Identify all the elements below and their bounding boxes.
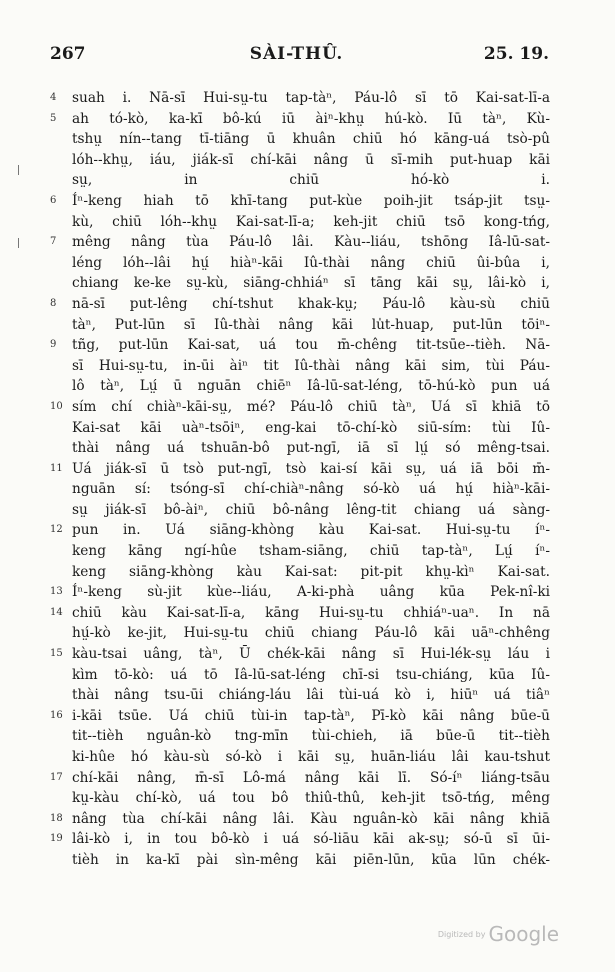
verse-number: 11: [50, 462, 63, 474]
text-line: [50, 170, 550, 191]
verse-number: 13: [50, 586, 63, 598]
text-line: [50, 768, 550, 789]
text-line: [50, 356, 550, 377]
text-line: [50, 459, 550, 480]
page-header: [44, 44, 549, 68]
verse-number: 14: [50, 606, 63, 618]
page-number: 267: [50, 44, 86, 64]
verse-number: 15: [50, 648, 63, 660]
chapter-verse-reference: 25. 19.: [483, 44, 549, 64]
text-line: [50, 273, 550, 294]
text-line: [50, 315, 550, 336]
line-text: sím chí chiàⁿ-kāi-sṳ, mé? Páu-lô chiū tàⁿ, Uá sī khiā tō: [72, 398, 550, 415]
line-text: thài nâng uá tshuān-bô put-ngī, iā sī lṳ́ só mêng-tsai.: [72, 440, 550, 457]
margin-mark: [18, 238, 19, 248]
line-text: lâi-kò i, in tou bô-kò i uá só-liāu kāi ak-sṳ; só-ū sī ūi-: [72, 831, 550, 848]
text-line: [50, 809, 550, 830]
text-line: [50, 500, 550, 521]
verse-number: 5: [50, 112, 57, 124]
line-text: léng lóh--lâi hṳ́ hiàⁿ-kāi Iû-thài nâng chiū ûi-bûa i,: [72, 254, 550, 271]
text-line: [50, 850, 550, 871]
text-line: [50, 335, 550, 356]
text-line: [50, 685, 550, 706]
verse-number: 6: [50, 194, 57, 206]
text-line: [50, 747, 550, 768]
text-line: [50, 397, 550, 418]
text-line: [50, 418, 550, 439]
text-line: [50, 129, 550, 150]
line-text: mêng nâng tùa Páu-lô lâi. Kàu--liáu, tshōng Iâ-lū-sat-: [72, 234, 550, 251]
verse-number: 10: [50, 400, 63, 412]
verse-number: 9: [50, 339, 57, 351]
text-line: [50, 376, 550, 397]
line-text: tit--tièh nguân-kò tng-mīn tùi-chieh, iā būe-ū tit--tièh: [72, 728, 550, 745]
verse-number: 4: [50, 92, 57, 103]
text-line: [50, 541, 550, 562]
text-line: [50, 562, 550, 583]
text-line: [50, 623, 550, 644]
verse-number: 8: [50, 297, 57, 309]
line-text: sī Hui-sṳ-tu, in-ūi àiⁿ tit Iû-thài nâng kāi sim, tùi Páu-: [72, 357, 550, 374]
text-line: [50, 582, 550, 603]
line-text: nā-sī put-lêng chí-tshut khak-kṳ; Páu-lô kàu-sù chiū: [72, 295, 550, 312]
line-text: ki-hûe hó kàu-sù só-kò i kāi sṳ, huān-liáu lâi kau-tshut: [72, 749, 550, 765]
line-text: tshṳ nín--tang tī-tiāng ū khuân chiū hó kāng-uá tsò-pû: [72, 131, 550, 148]
verse-number: 12: [50, 524, 63, 536]
text-line: [50, 88, 550, 109]
line-text: kìm tō-kò: uá tō Iâ-lū-sat-léng chī-si tsu-chiáng, kūa Iû-: [72, 666, 550, 683]
text-line: [50, 665, 550, 686]
running-title: SÀI-THÛ.: [249, 44, 344, 64]
line-text: tàⁿ, Put-lūn sī Iû-thài nâng kāi lu̍t-huap, put-lūn tōiⁿ-: [72, 316, 550, 333]
line-text: ah tó-kò, ka-kī bô-kú iū àiⁿ-khṳ hú-kò. Iū tàⁿ, Kù-: [72, 110, 550, 127]
verse-number: 19: [50, 833, 63, 845]
line-text: nâng tùa chí-kāi nâng lâi. Kàu nguân-kò kāi nâng khiā: [72, 810, 550, 827]
line-text: nguān sí: tsóng-sī chí-chiàⁿ-nâng só-kò uá hṳ́ hiàⁿ-kāi-: [72, 481, 550, 498]
line-text: Uá jiák-sī ū tsò put-ngī, tsò kai-sí kāi sṳ, uá iā bōi m̄-: [72, 460, 550, 477]
line-text: chiang ke-ke sṳ-kù, siāng-chhiáⁿ sī tāng kāi sṳ, lâi-kò i,: [72, 275, 550, 292]
digitized-by-google-watermark: [438, 922, 559, 946]
verse-number: 17: [50, 771, 63, 783]
text-line: [50, 706, 550, 727]
text-line: [50, 644, 550, 665]
line-text: i-kāi tsūe. Uá chiū tùi-in tap-tàⁿ, Pī-kò kāi nâng būe-ū: [72, 707, 550, 724]
margin-mark: [18, 165, 19, 175]
verse-number: 7: [50, 236, 57, 248]
text-line: [50, 479, 550, 500]
text-line: [50, 232, 550, 253]
text-line: [50, 294, 550, 315]
text-line: [50, 109, 550, 130]
line-text: suah i. Nā-sī Hui-sṳ-tu tap-tàⁿ, Páu-lô sī tō Kai-sat-lī-a: [72, 90, 550, 106]
text-line: [50, 438, 550, 459]
text-line: [50, 191, 550, 212]
line-text: lóh--khṳ, iáu, jiák-sī chí-kāi nâng ū sī-mih put-huap kāi: [72, 151, 550, 168]
line-text: kàu-tsai uâng, tàⁿ, Ū chék-kāi nâng sī Hui-lék-sṳ láu i: [72, 646, 550, 663]
text-line: [50, 788, 550, 809]
line-text: chí-kāi nâng, m̄-sī Lô-má nâng kāi lī. Só-íⁿ liáng-tsāu: [72, 769, 550, 786]
line-text: tñg, put-lūn Kai-sat, uá tou m̄-chêng tit-tsūe--tièh. Nā-: [72, 337, 550, 354]
line-text: sṳ, in chiū hó-kò i.: [72, 172, 550, 189]
line-text: kṳ-kàu chí-kò, uá tou bô thiû-thû, keh-jit tsō-tńg, mêng: [72, 790, 550, 807]
line-text: Íⁿ-keng sù-jit kùe--liáu, A-ki-phà uâng kūa Pek-nî-ki: [72, 584, 550, 601]
line-text: thài nâng tsu-ūi chiáng-láu lâi tùi-uá kò i, hiūⁿ uá tiâⁿ: [72, 687, 550, 704]
text-line: [50, 726, 550, 747]
text-line: [50, 829, 550, 850]
line-text: Kai-sat kāi uàⁿ-tsōiⁿ, eng-kai tō-chí-kò siū-sím: tùi Iû-: [72, 419, 550, 436]
text-line: [50, 603, 550, 624]
digitized-by-label: Digitized by: [437, 929, 486, 939]
line-text: keng siāng-khòng kàu Kai-sat: pit-pit khṳ-kìⁿ Kai-sat.: [72, 563, 550, 580]
text-line: [50, 520, 550, 541]
text-line: [50, 150, 550, 171]
line-text: keng kāng ngí-hûe tsham-siāng, chiū tap-tàⁿ, Lṳ́ íⁿ-: [72, 543, 550, 560]
verse-number: 18: [50, 812, 63, 824]
line-text: kù, chiū lóh--khṳ Kai-sat-lī-a; keh-jit chiū tsō kong-tńg,: [72, 213, 550, 230]
line-text: chiū kàu Kai-sat-lī-a, kāng Hui-sṳ-tu chhiáⁿ-uaⁿ. In nā: [72, 604, 550, 621]
line-text: lô tàⁿ, Lṳ́ ū nguān chiēⁿ Iâ-lū-sat-léng, tō-hú-kò pun uá: [72, 378, 550, 395]
line-text: tièh in ka-kī pài sìn-mêng kāi piēn-lūn, kūa lūn chék-: [72, 851, 550, 868]
text-line: [50, 253, 550, 274]
line-text: sṳ jiák-sī bô-àiⁿ, chiū bô-nâng lêng-tit chiang uá sàng-: [72, 501, 550, 518]
body-text: [50, 88, 550, 871]
google-logo-text: Google: [488, 922, 559, 946]
line-text: hṳ́-kò ke-jit, Hui-sṳ-tu chiū chiang Páu-lô kāi uāⁿ-chhêng: [72, 625, 550, 642]
text-line: [50, 212, 550, 233]
line-text: pun in. Uá siāng-khòng kàu Kai-sat. Hui-sṳ-tu íⁿ-: [72, 522, 550, 539]
verse-number: 16: [50, 709, 63, 721]
line-text: Íⁿ-keng hiah tō khī-tang put-kùe poih-jit tsáp-jit tsṳ-: [72, 192, 550, 209]
